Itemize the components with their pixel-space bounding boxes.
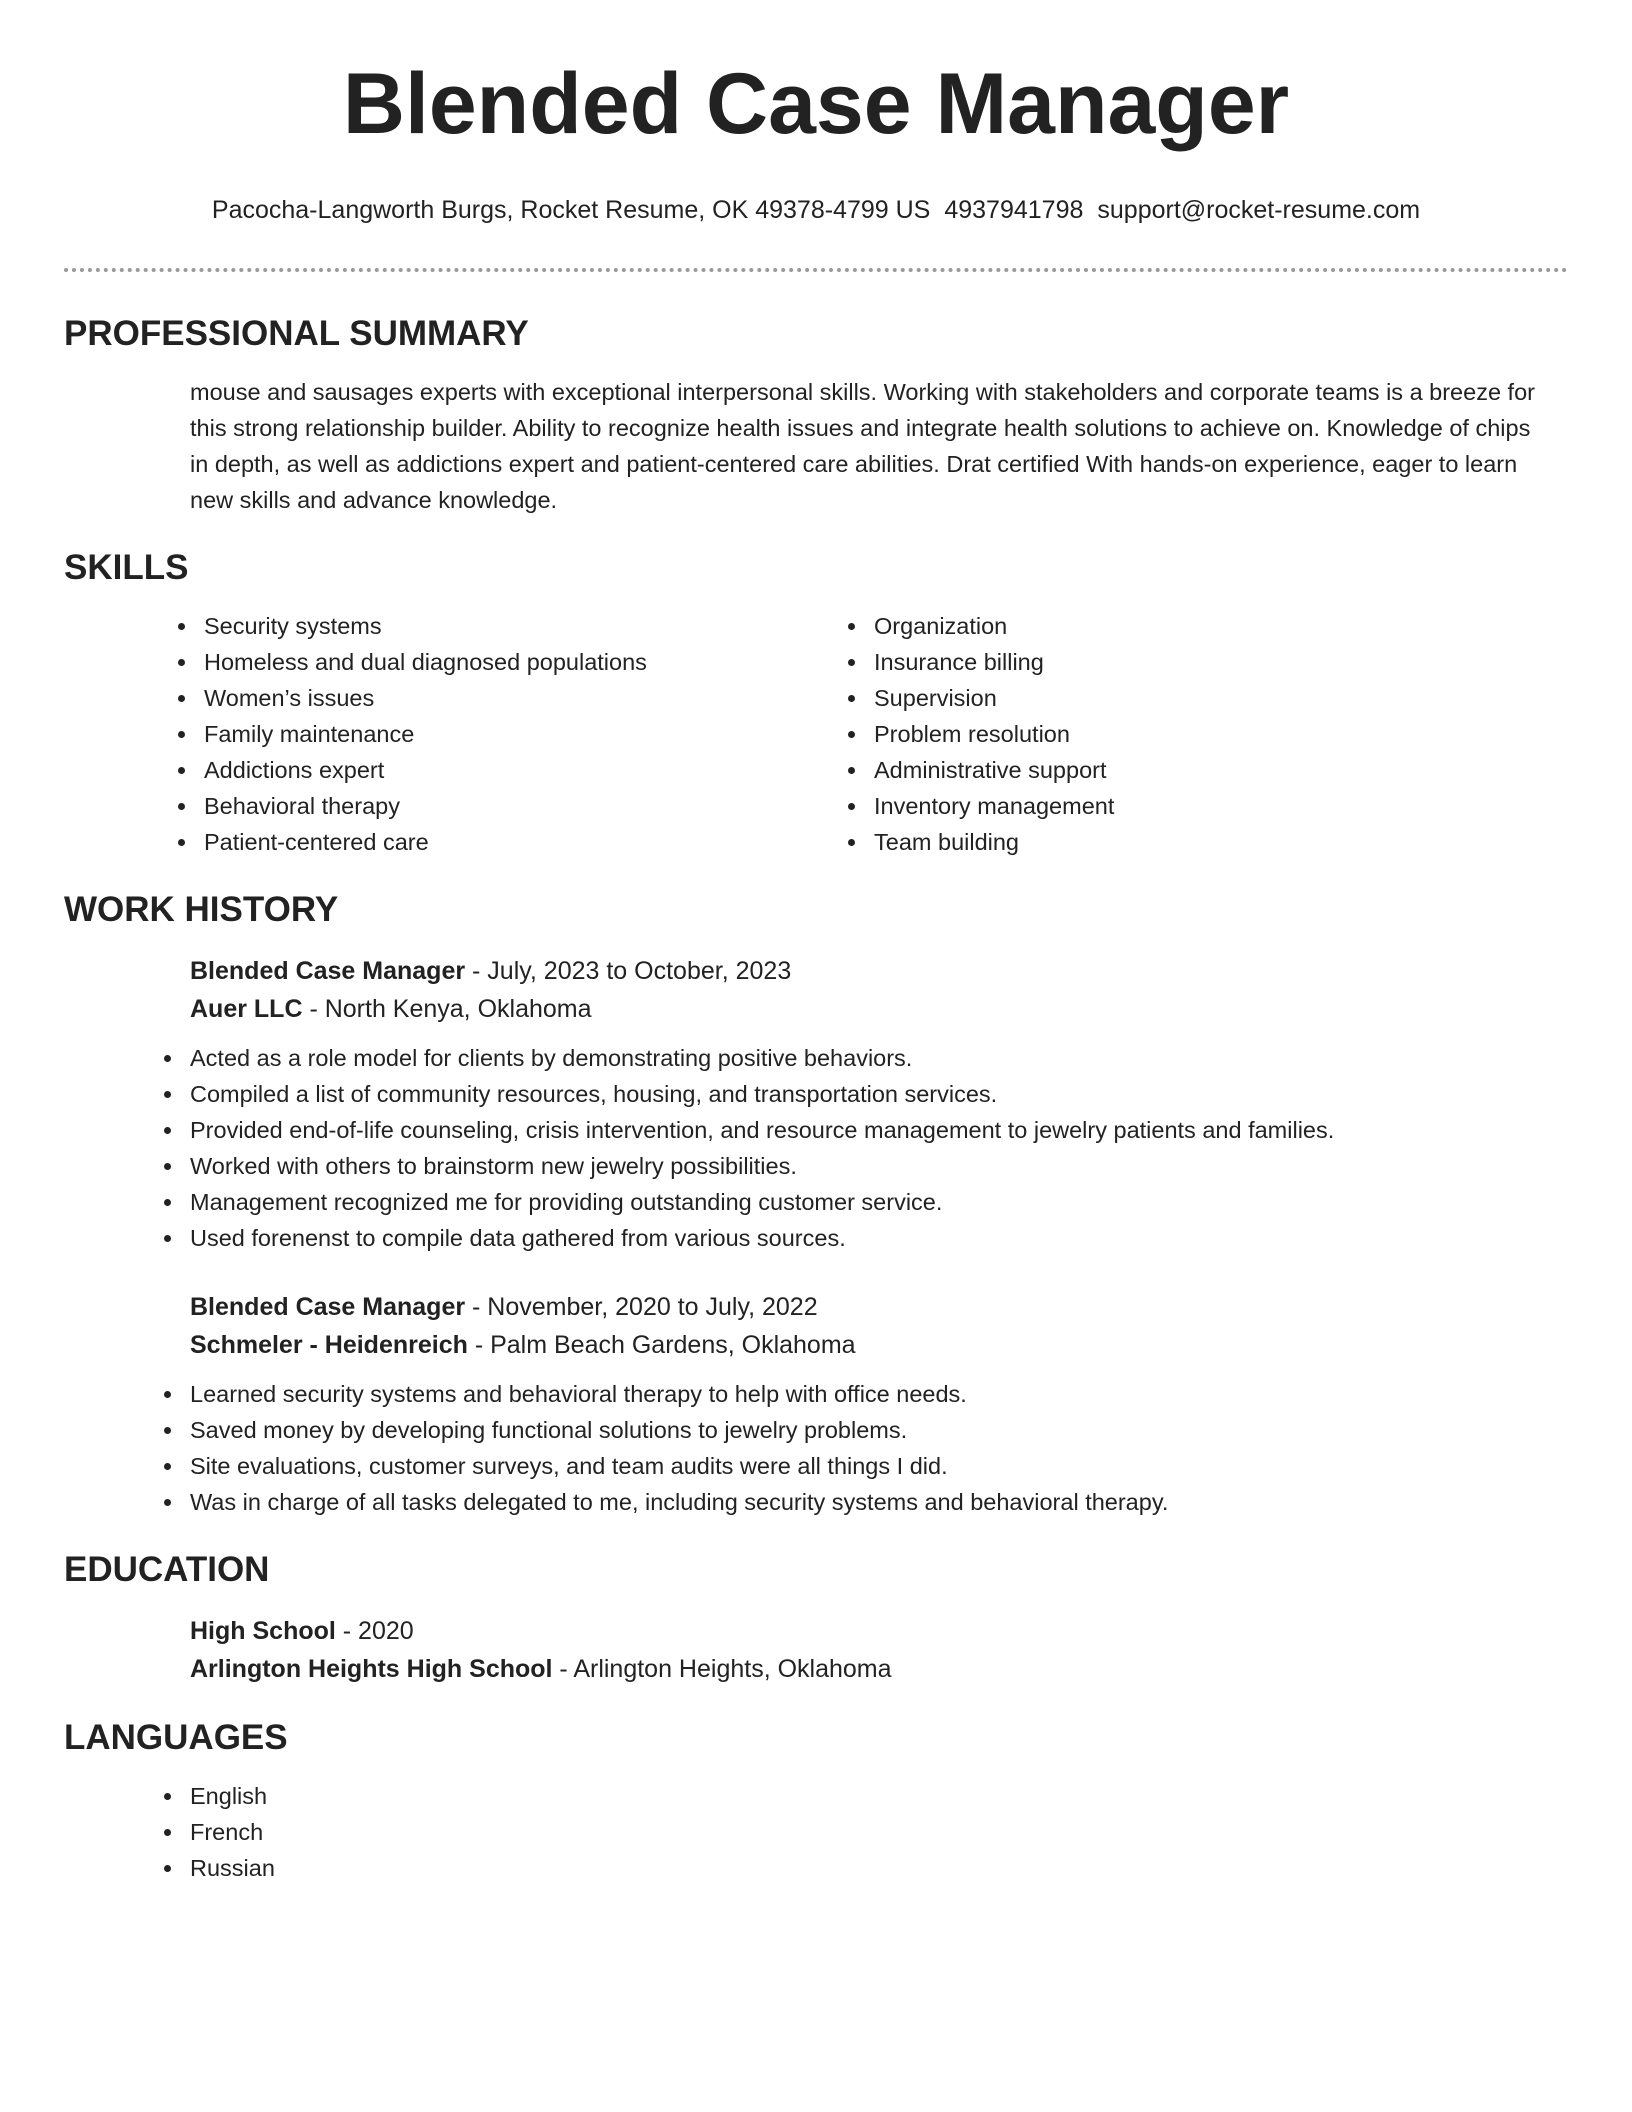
job-entry bbox=[190, 952, 1544, 1256]
education-degree-line bbox=[190, 1612, 1544, 1650]
language-item: Russian bbox=[146, 1850, 1544, 1886]
contact-line bbox=[64, 194, 1568, 226]
job-bullets bbox=[146, 1376, 1544, 1520]
skill-item: Team building bbox=[830, 824, 1544, 860]
work-section bbox=[64, 888, 1568, 1520]
education-location: - Arlington Heights, Oklahoma bbox=[552, 1655, 892, 1683]
job-bullet: Learned security systems and behavioral therapy to help with office needs. bbox=[146, 1376, 1544, 1412]
skill-item: Supervision bbox=[830, 680, 1544, 716]
job-company-line bbox=[190, 990, 1544, 1028]
languages-body bbox=[64, 1778, 1568, 1886]
education-year: - 2020 bbox=[335, 1617, 414, 1645]
language-item: English bbox=[146, 1778, 1544, 1814]
skill-item: Administrative support bbox=[830, 752, 1544, 788]
header-divider bbox=[64, 268, 1568, 272]
education-school: Arlington Heights High School bbox=[190, 1655, 553, 1683]
job-role-line bbox=[190, 1288, 1544, 1326]
summary-text: mouse and sausages experts with exceptional interpersonal skills. Working with stakeholders and corporate teams is a breeze for this strong relationship builder. Ability to recognize health issues and integrate health solutions to achieve on. Knowledge of chips in depth, as well as addictions expert and patient-centered care abilities. Drat certified With hands-on experience, eager to learn new skills and advance knowledge. bbox=[190, 379, 1535, 513]
job-entry bbox=[190, 1288, 1544, 1520]
skill-item: Patient-centered care bbox=[160, 824, 874, 860]
skills-left-column bbox=[204, 608, 874, 860]
job-bullet: Worked with others to brainstorm new jewelry possibilities. bbox=[146, 1148, 1544, 1184]
job-role: Blended Case Manager bbox=[190, 957, 466, 985]
skill-item: Insurance billing bbox=[830, 644, 1544, 680]
job-company: Auer LLC bbox=[190, 995, 303, 1023]
skill-item: Behavioral therapy bbox=[160, 788, 874, 824]
languages-section bbox=[64, 1716, 1568, 1886]
skills-left-list bbox=[204, 608, 874, 860]
language-item: French bbox=[146, 1814, 1544, 1850]
job-bullet: Management recognized me for providing outstanding customer service. bbox=[146, 1184, 1544, 1220]
job-company: Schmeler - Heidenreich bbox=[190, 1331, 468, 1359]
education-degree: High School bbox=[190, 1617, 336, 1645]
job-location: - Palm Beach Gardens, Oklahoma bbox=[467, 1331, 856, 1359]
job-bullet: Saved money by developing functional solutions to jewelry problems. bbox=[146, 1412, 1544, 1448]
education-school-line bbox=[190, 1650, 1544, 1688]
summary-body bbox=[64, 374, 1568, 518]
skill-item: Organization bbox=[830, 608, 1544, 644]
skill-item: Addictions expert bbox=[160, 752, 874, 788]
job-role: Blended Case Manager bbox=[190, 1293, 466, 1321]
education-title: EDUCATION bbox=[64, 1550, 270, 1589]
skills-title: SKILLS bbox=[64, 548, 189, 587]
languages-list bbox=[146, 1778, 1544, 1886]
skills-right-list bbox=[874, 608, 1544, 860]
skills-section bbox=[64, 546, 1568, 860]
job-bullet: Was in charge of all tasks delegated to me, including security systems and behavioral therapy. bbox=[146, 1484, 1544, 1520]
skill-item: Homeless and dual diagnosed populations bbox=[160, 644, 874, 680]
education-section bbox=[64, 1548, 1568, 1688]
skill-item: Problem resolution bbox=[830, 716, 1544, 752]
skill-item: Security systems bbox=[160, 608, 874, 644]
skills-grid bbox=[64, 608, 1568, 860]
resume-header bbox=[64, 0, 1568, 226]
education-body bbox=[64, 1612, 1568, 1688]
job-bullet: Used forenenst to compile data gathered from various sources. bbox=[146, 1220, 1544, 1256]
summary-section bbox=[64, 312, 1568, 518]
job-dates: - November, 2020 to July, 2022 bbox=[465, 1293, 818, 1321]
contact-email: support@rocket-resume.com bbox=[1097, 196, 1421, 224]
job-company-line bbox=[190, 1326, 1544, 1364]
job-bullet: Site evaluations, customer surveys, and team audits were all things I did. bbox=[146, 1448, 1544, 1484]
skill-item: Inventory management bbox=[830, 788, 1544, 824]
skill-item: Women’s issues bbox=[160, 680, 874, 716]
summary-title: PROFESSIONAL SUMMARY bbox=[64, 314, 529, 353]
candidate-name: Blended Case Manager bbox=[342, 56, 1290, 152]
job-location: - North Kenya, Oklahoma bbox=[302, 995, 592, 1023]
languages-title: LANGUAGES bbox=[64, 1718, 288, 1757]
job-bullets bbox=[146, 1040, 1544, 1256]
job-role-line bbox=[190, 952, 1544, 990]
contact-address: Pacocha-Langworth Burgs, Rocket Resume, OK 49378-4799 US bbox=[211, 196, 931, 224]
job-dates: - July, 2023 to October, 2023 bbox=[465, 957, 792, 985]
contact-phone: 4937941798 bbox=[944, 196, 1084, 224]
job-bullet: Compiled a list of community resources, housing, and transportation services. bbox=[146, 1076, 1544, 1112]
work-body bbox=[64, 952, 1568, 1520]
skill-item: Family maintenance bbox=[160, 716, 874, 752]
job-bullet: Provided end-of-life counseling, crisis intervention, and resource management to jewelry patients and families. bbox=[146, 1112, 1544, 1148]
skills-right-column bbox=[874, 608, 1544, 860]
job-bullet: Acted as a role model for clients by demonstrating positive behaviors. bbox=[146, 1040, 1544, 1076]
work-title: WORK HISTORY bbox=[64, 890, 339, 929]
